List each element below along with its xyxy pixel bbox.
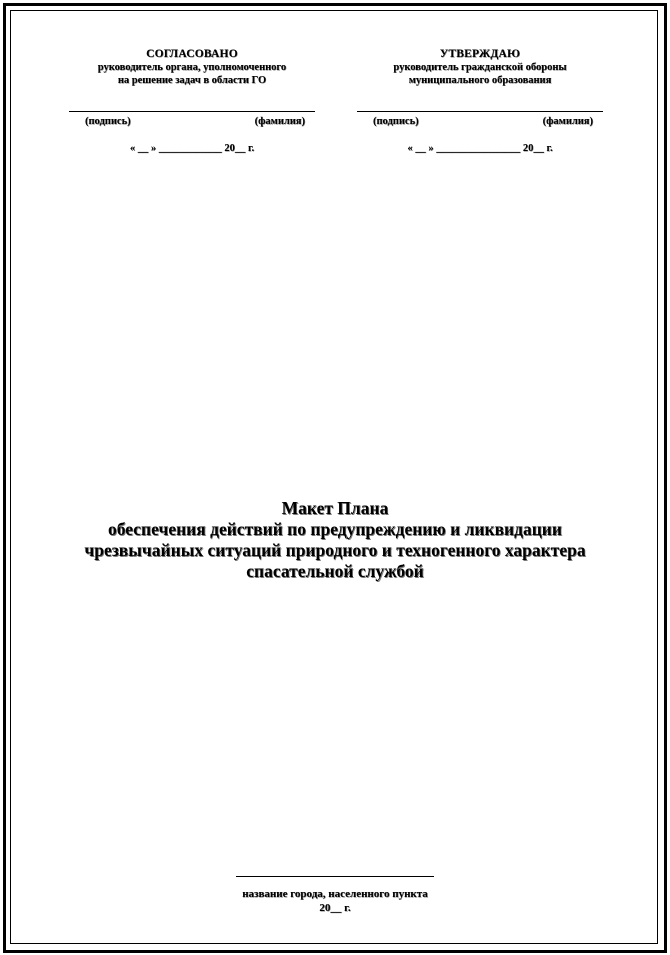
agreed-block: [57, 48, 327, 155]
document-title: [20, 498, 650, 582]
agreed-signature-line: [69, 111, 315, 112]
approve-position-line2: муниципального образования: [408, 75, 552, 86]
agreed-title: СОГЛАСОВАНО: [146, 48, 238, 60]
document-title-line3: чрезвычайных ситуаций природного и техногенного характера: [84, 540, 586, 560]
approve-title: УТВЕРЖДАЮ: [439, 48, 521, 60]
footer-city-line: [236, 876, 434, 877]
approve-position-line1: руководитель гражданской обороны: [393, 62, 567, 73]
approve-name-label: (фамилия): [542, 116, 593, 127]
footer-block: [160, 876, 510, 915]
agreed-date: « __ » ____________ 20__ г.: [129, 143, 255, 154]
approve-date: « __ » ________________ 20__ г.: [407, 143, 553, 154]
agreed-name-label: (фамилия): [254, 116, 305, 127]
approve-signature-labels: [345, 115, 615, 128]
agreed-signature-labels: [57, 115, 327, 128]
agreed-sign-label: (подпись): [85, 116, 131, 127]
document-title-line4: спасательной службой: [246, 561, 424, 581]
agreed-position-line2: на решение задач в области ГО: [117, 75, 267, 86]
approve-block: [345, 48, 615, 155]
footer-place: название города, населенного пункта: [242, 888, 428, 900]
document-title-line2: обеспечения действий по предупреждению и ликвидации: [108, 519, 562, 539]
approve-signature-line: [357, 111, 603, 112]
agreed-position-line1: руководитель органа, уполномоченного: [97, 62, 287, 73]
document-title-line1: Макет Плана: [281, 498, 389, 518]
approve-sign-label: (подпись): [373, 116, 419, 127]
footer-year: 20__ г.: [319, 902, 351, 914]
